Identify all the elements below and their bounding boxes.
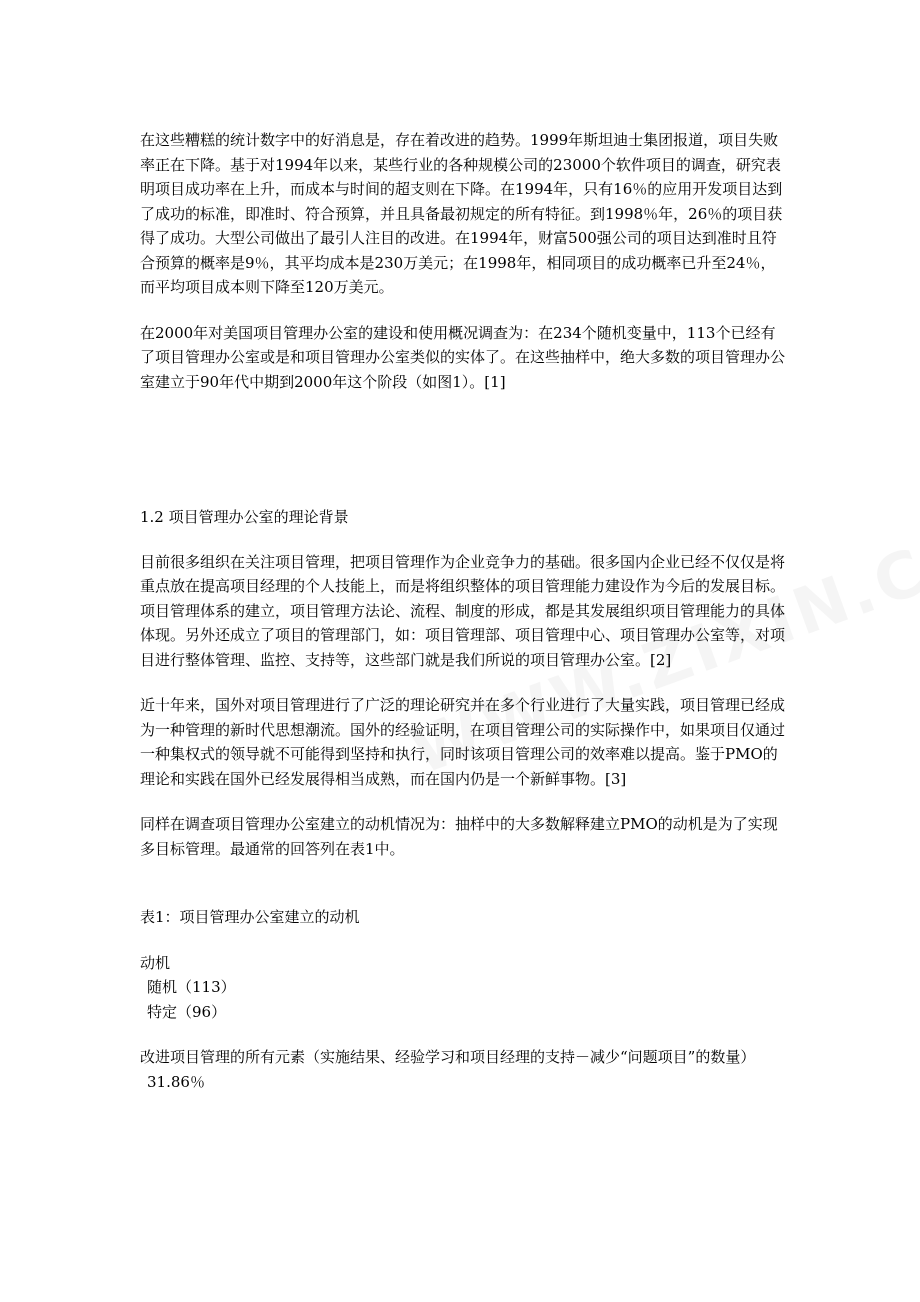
table-row xyxy=(140,1045,785,1094)
paragraph-pmo-survey: 在2000年对美国项目管理办公室的建设和使用概况调查为：在234个随机变量中，113个已经有了项目管理办公室或是和项目管理办公室类似的实体了。在这些抽样中，绝大多数的项目管理办公室建立于90年代中期到2000年这个阶段（如图1）。[1] xyxy=(140,323,786,391)
table-row-motive: 改进项目管理的所有元素（实施结果、经验学习和项目经理的支持－减少“问题项目”的数量） xyxy=(140,1048,756,1066)
document-body xyxy=(140,128,785,1094)
paragraph-success-trend: 在这些糟糕的统计数字中的好消息是，存在着改进的趋势。1999年斯坦迪士集团报道，项目失败率正在下降。基于对1994年以来，某些行业的各种规模公司的23000个软件项目的调查，研究表明项目成功率在上升，而成本与时间的超支则在下降。在1994年，只有16％的应用开发项目达到了成功的标准，即准时、符合预算，并且具备最初规定的所有特征。到1998％年，26％的项目获得了成功。大型公司做出了最引人注目的改进。在1994年，财富500强公司的项目达到准时且符合预算的概率是9％，其平均成本是230万美元；在1998年，相同项目的成功概率已升至24％，而平均项目成本则下降至120万美元。 xyxy=(140,131,783,296)
table-caption: 表1：项目管理办公室建立的动机 xyxy=(140,908,360,926)
table-header xyxy=(140,951,785,1025)
section-heading: 1.2 项目管理办公室的理论背景 xyxy=(140,508,349,526)
table-header-motive: 动机 xyxy=(140,953,171,972)
table-header-random: 随机（113） xyxy=(147,978,236,996)
paragraph-theory-background: 目前很多组织在关注项目管理，把项目管理作为企业竞争力的基础。很多国内企业已经不仅仅是将重点放在提高项目经理的个人技能上，而是将组织整体的项目管理能力建设作为今后的发展目标。项目管理体系的建立，项目管理方法论、流程、制度的形成，都是其发展组织项目管理能力的具体体现。另外还成立了项目的管理部门，如：项目管理部、项目管理中心、项目管理办公室等，对项目进行整体管理、监控、支持等，这些部门就是我们所说的项目管理办公室。[2] xyxy=(140,552,786,669)
table-header-specific: 特定（96） xyxy=(147,1002,227,1021)
paragraph-motivation-survey: 同样在调查项目管理办公室建立的动机情况为：抽样中的大多数解释建立PMO的动机是为了实现多目标管理。最通常的回答列在表1中。 xyxy=(140,815,778,858)
paragraph-foreign-practice: 近十年来，国外对项目管理进行了广泛的理论研究并在多个行业进行了大量实践，项目管理已经成为一种管理的新时代思想潮流。国外的经验证明，在项目管理公司的实际操作中，如果项目仅通过一种集权式的领导就不可能得到坚持和执行，同时该项目管理公司的效率难以提高。鉴于PMO的理论和实践在国外已经发展得相当成熟，而在国内仍是一个新鲜事物。[3] xyxy=(140,696,786,788)
table-row-random-value: 31.86％ xyxy=(147,1072,205,1091)
